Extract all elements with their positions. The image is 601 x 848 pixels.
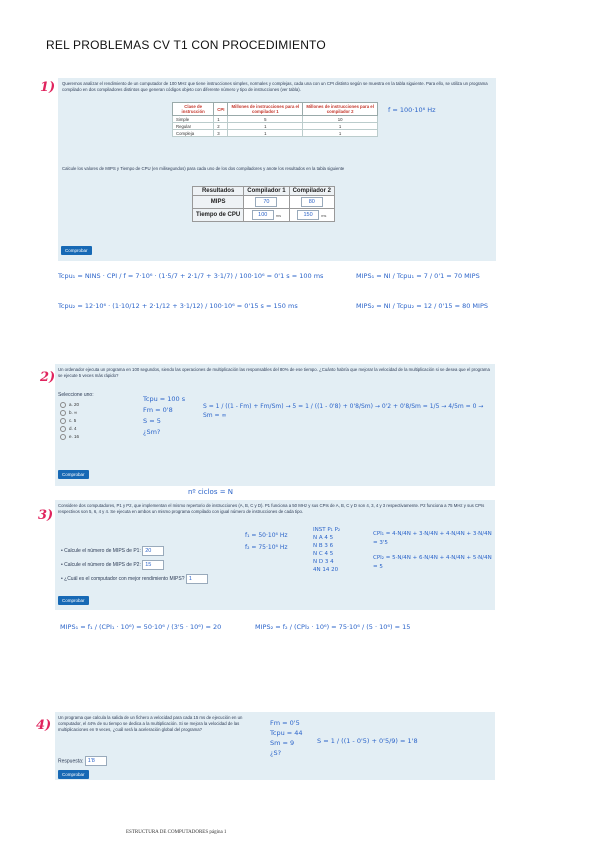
answer-input[interactable]: 1'8 <box>85 756 107 766</box>
problem-1-number: 1) <box>40 80 56 95</box>
frequency-note: f = 100·10⁶ Hz <box>388 106 436 114</box>
th-cpi: CPI <box>214 103 228 116</box>
problem-3-items: • Calcule el número de MIPS de P1: 20 • Calcule el número de MIPS de P2: 15 • ¿Cuál es el computador con mejor rendimiento MIPS? 1 <box>61 544 208 586</box>
select-label: Seleccione uno: <box>58 392 94 398</box>
check-button-1[interactable]: Comprobar <box>61 246 92 255</box>
work-1b: MIPS₁ = NI / Tcpu₁ = 7 / 0'1 = 70 MIPS <box>356 272 480 280</box>
work-3a: MIPS₁ = f₁ / (CPI₁ · 10⁶) = 50·10⁶ / (3'5 · 10⁶) = 20 <box>60 623 222 631</box>
work-3b: MIPS₂ = f₂ / (CPI₂ · 10⁶) = 75·10⁶ / (5 · 10⁶) = 15 <box>255 623 411 631</box>
problem-3-number: 3) <box>38 508 54 523</box>
check-button-4[interactable]: Comprobar <box>58 770 89 779</box>
th-class: Clase de instrucción <box>173 103 214 116</box>
problem-3-freqs: f₁ = 50·10⁶ Hz f₂ = 75·10⁶ Hz <box>245 532 288 551</box>
problem-3-statement: Considere dos computadores, P1 y P2, que implementan el mismo repertorio de instrucciones (A, B, C y D). P1 funciona a 50 MHz y sus CPIs de A, B, C y D son 4, 3, 4 y 3 respectivamente. P2 funciona a 75 MHz y sus CPIs respectivos son 5, 6, 4 y 4. Se ejecuta en ambos un mismo programa compilado con igual número de instrucciones de cada tipo. <box>58 503 485 514</box>
work-1c: Tcpu₂ = 12·10⁶ · (1·10/12 + 2·1/12 + 3·1/12) / 100·10⁶ = 0'15 s = 150 ms <box>58 302 298 310</box>
cpu-comp2-input[interactable]: 150 <box>297 210 319 220</box>
problem-4-number: 4) <box>36 718 52 733</box>
answer-row: Respuesta: 1'8 <box>58 756 107 766</box>
option-c[interactable]: c. 5 <box>60 417 79 425</box>
mips-p1-input[interactable]: 20 <box>142 546 164 556</box>
problem-2-panel <box>55 364 495 486</box>
option-d[interactable]: d. 4 <box>60 425 79 433</box>
work-1d: MIPS₂ = NI / Tcpu₂ = 12 / 0'15 = 80 MIPS <box>356 302 488 310</box>
option-e[interactable]: e. 16 <box>60 433 79 441</box>
check-button-2[interactable]: Comprobar <box>58 470 89 479</box>
cpi-grid: INST P₁ P₂ N A 4 5 N B 3 6 N C 4 5 N D 3 4 4N 14 20 <box>313 527 341 573</box>
problem-1-question: Calcule los valores de MIPS y Tiempo de CPU (en milisegundos) para cada uno de los dos compiladores y anote los resultados en la tabla siguiente <box>62 166 345 171</box>
instruction-table <box>172 102 378 137</box>
option-a[interactable]: a. 20 <box>60 401 79 409</box>
page-title: REL PROBLEMAS CV T1 CON PROCEDIMIENTO <box>46 38 326 52</box>
cpi-average: CPI₁ = 4·N/4N + 3·N/4N + 4·N/4N + 3·N/4N = 3'5 CPI₂ = 5·N/4N + 6·N/4N + 4·N/4N + 5·N/4N = 5 <box>373 531 492 570</box>
problem-4-statement: Un programa que calcula la salida de un fichero a velocidad para cada 15 ms de ejecución en un computador, el 44% de su tiempo se dedica a la multiplicación. Si se mejora la velocidad de las multiplicaciones en 9 veces, ¿cuál será la aceleración global del programa? <box>58 715 243 732</box>
problem-2-statement: Un ordenador ejecuta un programa en 100 segundos, siendo las operaciones de multiplicación las responsables del 80% de ese tiempo. ¿Cuánto habría que mejorar la velocidad de la multiplicación si se desea que el programa se ejecute 5 veces más rápido? <box>58 367 490 378</box>
problem-4-notes: Fm = 0'5 Tcpu = 44 Sm = 9 ¿S? <box>270 719 303 757</box>
mips-p2-input[interactable]: 15 <box>142 560 164 570</box>
best-computer-select[interactable]: 1 <box>186 574 208 584</box>
table-row: Simple 1 5 10 <box>173 116 378 123</box>
problem-1-panel <box>58 78 496 261</box>
check-button-3[interactable]: Comprobar <box>58 596 89 605</box>
work-1a: Tcpu₁ = NINS · CPI / f = 7·10⁶ · (1·5/7 + 2·1/7 + 3·1/7) / 100·10⁶ = 0'1 s = 100 ms <box>58 272 324 280</box>
mips-comp2-input[interactable]: 80 <box>301 197 323 207</box>
page-footer: ESTRUCTURA DE COMPUTADORES página 1 <box>126 830 227 835</box>
problem-2-number: 2) <box>40 370 56 385</box>
cpu-comp1-input[interactable]: 100 <box>252 210 274 220</box>
problem-2-work: S = 1 / ((1 - Fm) + Fm/Sm) → 5 = 1 / ((1 - 0'8) + 0'8/Sm) → 0'2 + 0'8/Sm = 1/5 → 4/5m = 0 → Sm = ∞ <box>203 403 484 419</box>
th-comp2: Millones de instrucciones para el compilador 2 <box>303 103 378 116</box>
problem-1-statement: Queremos analizar el rendimiento de un computador de 100 MHz que tiene instrucciones simples, normales y complejas, cada una con un CPI distinto según se muestra en la tabla siguiente. Para ello, se utiliza un programa compilado en dos compiladores distintos que generan códigos objeto con diferente número y tipo de instrucciones (ver tabla). <box>62 81 488 92</box>
problem-3-top-note: nº ciclos = N <box>188 488 234 496</box>
problem-4-panel <box>55 712 495 780</box>
table-row: Compleja 3 1 1 <box>173 130 378 137</box>
mips-comp1-input[interactable]: 70 <box>255 197 277 207</box>
th-comp1: Millones de instrucciones para el compilador 1 <box>228 103 303 116</box>
results-table: Resultados Compilador 1 Compilador 2 MIPS 70 80 Tiempo de CPU 100 ms 150 ms <box>192 186 335 222</box>
option-b[interactable]: b. ∞ <box>60 409 79 417</box>
table-row: Regular 2 1 1 <box>173 123 378 130</box>
problem-2-notes: Tcpu = 100 s Fm = 0'8 S = 5 ¿Sm? <box>143 395 186 436</box>
problem-3-panel <box>55 500 495 610</box>
problem-4-work: S = 1 / ((1 - 0'5) + 0'5/9) = 1'8 <box>317 737 418 745</box>
